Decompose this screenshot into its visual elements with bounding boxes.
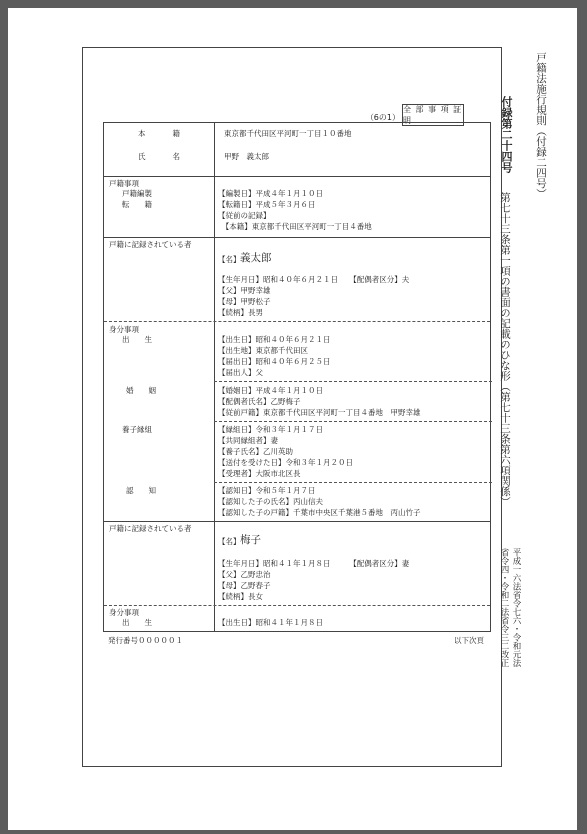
column-divider bbox=[214, 123, 215, 631]
koseki-line: 【編製日】平成４年１月１０日 bbox=[218, 189, 323, 198]
birth-label: 出 生 bbox=[122, 335, 152, 344]
honseki-value: 東京都千代田区平河町一丁目１０番地 bbox=[224, 129, 352, 138]
section-divider bbox=[104, 605, 490, 606]
birth-label: 出 生 bbox=[122, 618, 152, 627]
section-divider bbox=[104, 521, 490, 522]
family-register-form bbox=[103, 122, 491, 632]
person1-line: 【生年月日】昭和４０年６月２１日 【配偶者区分】夫 bbox=[218, 275, 410, 284]
koseki-line: 【転籍日】平成５年３月６日 bbox=[218, 200, 316, 209]
adoption-label: 養子縁組 bbox=[122, 425, 152, 434]
page-number: （6の1） bbox=[365, 113, 400, 122]
birth-line: 【届出日】昭和４０年６月２５日 bbox=[218, 357, 331, 366]
person2-line: 【母】乙野春子 bbox=[218, 581, 271, 590]
koseki-line: 【本籍】東京都千代田区平河町一丁目４番地 bbox=[218, 222, 372, 231]
amendment-note: 省令四・令和二法省令三二改正 bbox=[499, 548, 509, 667]
ninchi-label: 認 知 bbox=[126, 486, 156, 495]
person2-label: 戸籍に記録されている者 bbox=[109, 524, 192, 533]
person2-line: 【生年月日】昭和４１年１月８日 【配偶者区分】妻 bbox=[218, 559, 410, 568]
adoption-line: 【送付を受けた日】令和３年１月２０日 bbox=[218, 458, 353, 467]
section-divider bbox=[104, 321, 490, 322]
issue-number: 発行番号０００００１ bbox=[108, 636, 183, 645]
shimei-value: 甲野 義太郎 bbox=[224, 152, 269, 161]
appendix-number: 付録第二十四号 bbox=[500, 96, 513, 173]
person1-label: 戸籍に記録されている者 bbox=[109, 240, 192, 249]
marriage-label: 婚 姻 bbox=[126, 386, 156, 395]
person2-name-tag: 【名】 bbox=[218, 537, 241, 546]
person1-name-tag: 【名】 bbox=[218, 255, 241, 264]
person2-name: 梅子 bbox=[240, 534, 261, 546]
amendment-note: 平成一六法省令七六・令和元法 bbox=[511, 548, 521, 667]
person1-line: 【母】甲野松子 bbox=[218, 297, 271, 306]
section-divider bbox=[214, 421, 492, 422]
person1-name: 義太郎 bbox=[240, 252, 272, 264]
tenseki-label: 転 籍 bbox=[122, 200, 152, 209]
rule-title: 戸籍法施行規則（付録二四号） bbox=[535, 52, 547, 199]
birth-line: 【届出人】父 bbox=[218, 368, 263, 377]
adoption-line: 【縁組日】令和３年１月１７日 bbox=[218, 425, 323, 434]
next-page-note: 以下次頁 bbox=[454, 636, 484, 645]
birth-line: 【出生地】東京都千代田区 bbox=[218, 346, 308, 355]
koseki-line: 【従前の記録】 bbox=[218, 211, 271, 220]
section-divider bbox=[104, 237, 490, 238]
mibun2-heading: 身分事項 bbox=[109, 608, 139, 617]
section-divider bbox=[214, 381, 492, 382]
marriage-line: 【配偶者氏名】乙野梅子 bbox=[218, 397, 301, 406]
marriage-line: 【従前戸籍】東京都千代田区平河町一丁目４番地 甲野幸雄 bbox=[218, 408, 421, 417]
person1-line: 【続柄】長男 bbox=[218, 308, 263, 317]
ninchi-line: 【認知日】令和５年１月７日 bbox=[218, 486, 316, 495]
person2-line: 【続柄】長女 bbox=[218, 592, 263, 601]
section-divider bbox=[104, 176, 490, 177]
ninchi-line: 【認知した子の氏名】丙山信夫 bbox=[218, 497, 323, 506]
section-divider bbox=[214, 482, 492, 483]
person1-line: 【父】甲野幸雄 bbox=[218, 286, 271, 295]
birth-line: 【出生日】昭和４１年１月８日 bbox=[218, 618, 323, 627]
person2-line: 【父】乙野忠治 bbox=[218, 570, 271, 579]
adoption-line: 【養子氏名】乙川英助 bbox=[218, 447, 293, 456]
mibun1-heading: 身分事項 bbox=[109, 325, 139, 334]
marriage-line: 【婚姻日】平成４年１月１０日 bbox=[218, 386, 323, 395]
document-caption: 第七十三条第一項の書面の記載のひな形（第七十三条第六項関係） bbox=[499, 192, 511, 507]
koseki-hensei-label: 戸籍編製 bbox=[122, 189, 152, 198]
honseki-label: 本 籍 bbox=[138, 129, 184, 138]
ninchi-line: 【認知した子の戸籍】千葉市中央区千葉港５番地 丙山竹子 bbox=[218, 508, 421, 517]
adoption-line: 【共同縁組者】妻 bbox=[218, 436, 278, 445]
certificate-label: 全 部 事 項 証 明 bbox=[403, 105, 463, 125]
birth-line: 【出生日】昭和４０年６月２１日 bbox=[218, 335, 331, 344]
adoption-line: 【受理者】大阪市北区長 bbox=[218, 469, 301, 478]
shimei-label: 氏 名 bbox=[138, 152, 184, 161]
koseki-jiko-heading: 戸籍事項 bbox=[109, 179, 139, 188]
